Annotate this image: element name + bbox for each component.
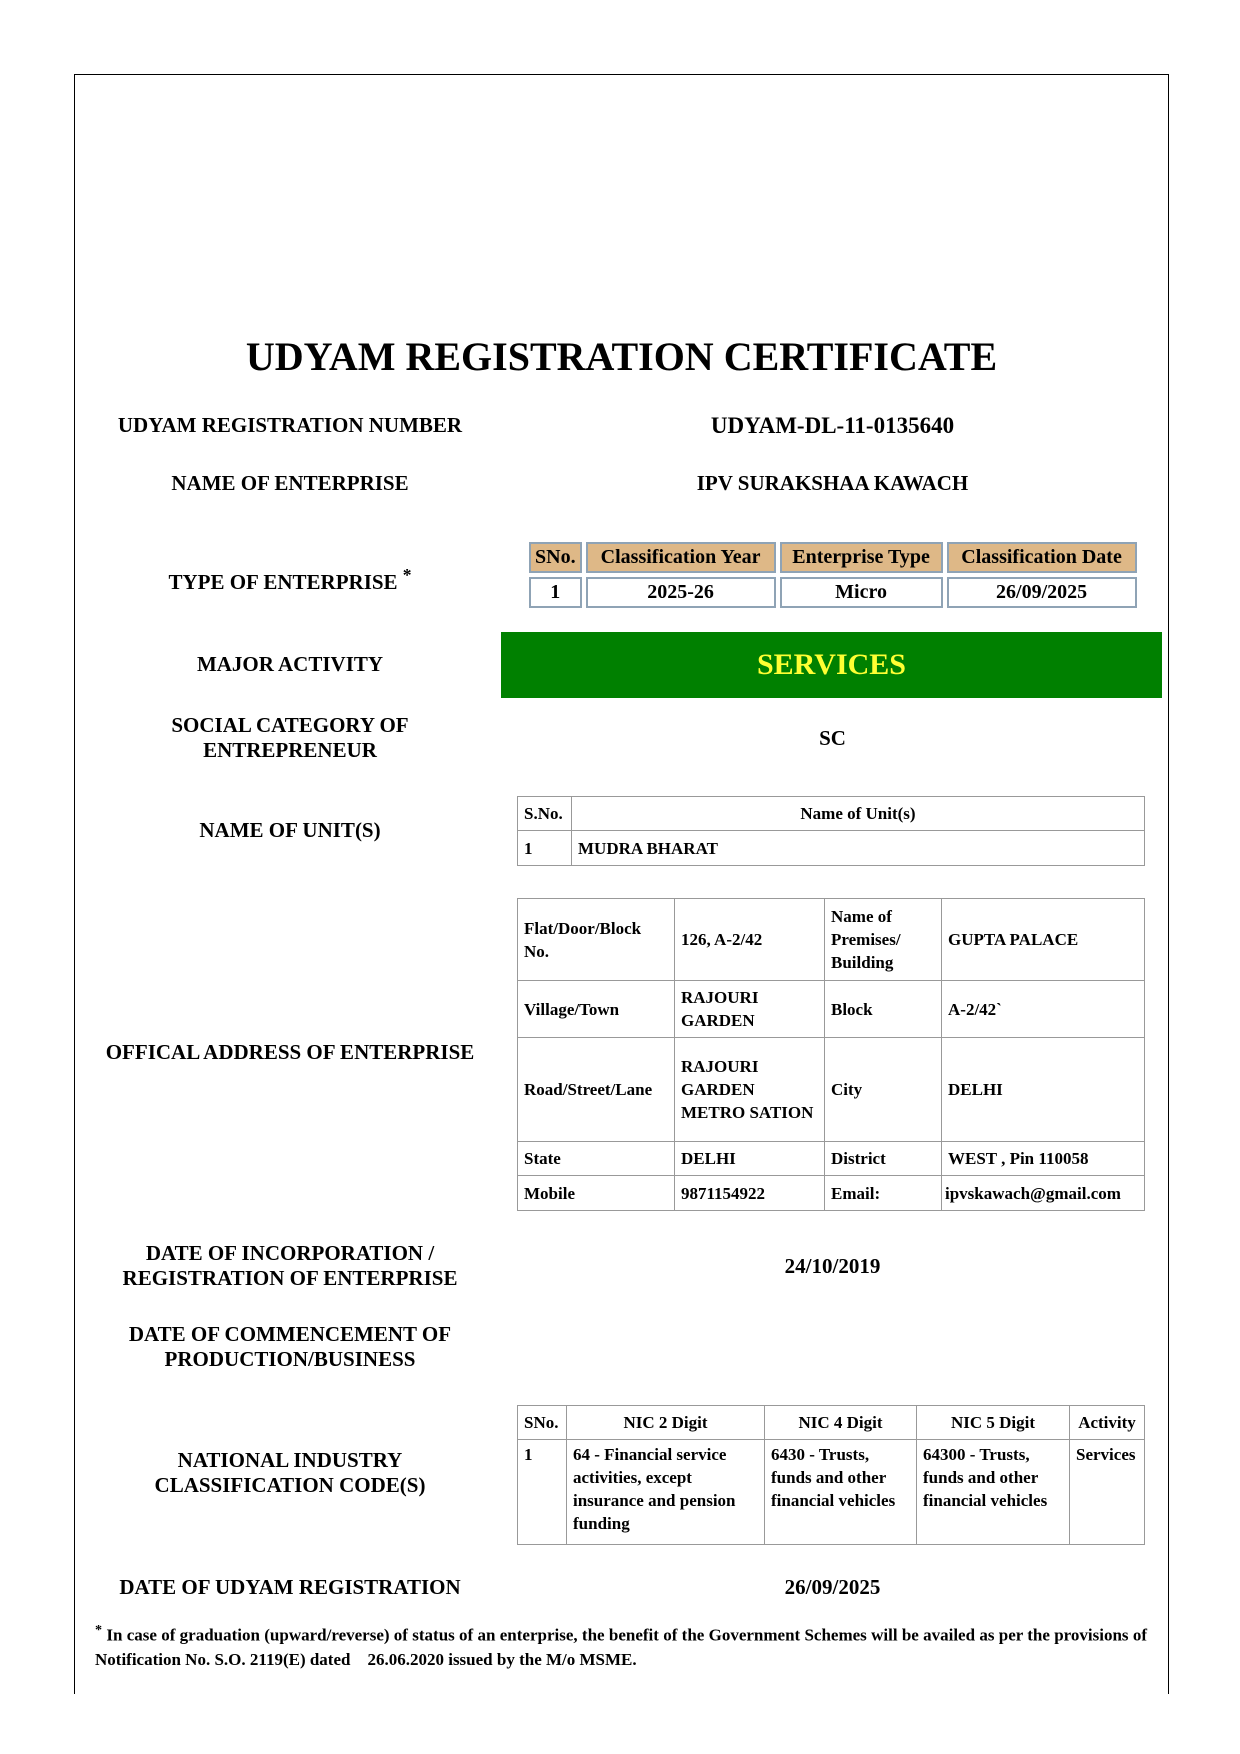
units-table: [517, 796, 1145, 866]
header-cell: NIC 2 Digit: [567, 1406, 765, 1440]
cell: WEST , Pin 110058: [942, 1142, 1145, 1176]
cell: 64 - Financial service activities, except insurance and pension funding: [567, 1440, 765, 1545]
header-cell: Name of Unit(s): [572, 797, 1145, 831]
header-cell: NIC 5 Digit: [917, 1406, 1070, 1440]
cell: Flat/Door/Block No.: [518, 899, 675, 981]
incorporation-label: DATE OF INCORPORATION / REGISTRATION OF ENTERPRISE: [122, 1241, 458, 1290]
address-table: [517, 898, 1145, 1211]
header-cell: NIC 4 Digit: [765, 1406, 917, 1440]
udyam-date-value: 26/09/2025: [784, 1575, 881, 1599]
cell: 9871154922: [675, 1176, 825, 1211]
cell: Road/Street/Lane: [518, 1038, 675, 1142]
nic-label: NATIONAL INDUSTRY CLASSIFICATION CODE(S): [154, 1448, 426, 1497]
page-title: UDYAM REGISTRATION CERTIFICATE: [245, 334, 998, 379]
udyam-date-label: DATE OF UDYAM REGISTRATION: [119, 1575, 461, 1599]
header-cell: SNo.: [518, 1406, 567, 1440]
cell: 26/09/2025: [947, 577, 1137, 608]
cell: RAJOURI GARDEN METRO SATION: [675, 1038, 825, 1142]
incorporation-value: 24/10/2019: [784, 1254, 881, 1278]
cell: Block: [825, 981, 942, 1038]
cell: 64300 - Trusts, funds and other financial vehicles: [917, 1440, 1070, 1545]
commencement-label: DATE OF COMMENCEMENT OF PRODUCTION/BUSINESS: [128, 1322, 452, 1371]
header-cell: Classification Year: [586, 542, 776, 573]
cell: GUPTA PALACE: [942, 899, 1145, 981]
cell: District: [825, 1142, 942, 1176]
cell: 1: [518, 831, 572, 866]
cell: State: [518, 1142, 675, 1176]
cell: RAJOURI GARDEN: [675, 981, 825, 1038]
cell: 6430 - Trusts, funds and other financial vehicles: [765, 1440, 917, 1545]
cell: 1: [529, 577, 582, 608]
address-label: OFFICAL ADDRESS OF ENTERPRISE: [105, 1040, 475, 1064]
enterprise-name-value: IPV SURAKSHAA KAWACH: [696, 471, 969, 495]
cell: Services: [1070, 1440, 1145, 1545]
enterprise-type-table: [525, 538, 1141, 612]
registration-number-label: UDYAM REGISTRATION NUMBER: [117, 413, 463, 437]
cell: A-2/42`: [942, 981, 1145, 1038]
cell: City: [825, 1038, 942, 1142]
enterprise-type-label: TYPE OF ENTERPRISE *: [168, 565, 412, 594]
header-cell: S.No.: [518, 797, 572, 831]
cell: Mobile: [518, 1176, 675, 1211]
cell: Name of Premises/ Building: [825, 899, 942, 981]
cell: Email:: [825, 1176, 942, 1211]
header-cell: Enterprise Type: [780, 542, 943, 573]
cell: DELHI: [675, 1142, 825, 1176]
social-category-value: SC: [819, 726, 846, 750]
cell: 1: [518, 1440, 567, 1545]
cell: 126, A-2/42: [675, 899, 825, 981]
header-cell: Classification Date: [947, 542, 1137, 573]
major-activity-banner: SERVICES: [501, 632, 1162, 698]
registration-number-value: UDYAM-DL-11-0135640: [710, 413, 955, 438]
cell: Micro: [780, 577, 943, 608]
units-label: NAME OF UNIT(S): [199, 818, 381, 842]
nic-table: [517, 1405, 1145, 1545]
cell: DELHI: [942, 1038, 1145, 1142]
social-category-label: SOCIAL CATEGORY OF ENTREPRENEUR: [171, 713, 409, 762]
cell: MUDRA BHARAT: [572, 831, 1145, 866]
header-cell: SNo.: [529, 542, 582, 573]
major-activity-label: MAJOR ACTIVITY: [196, 652, 384, 676]
enterprise-name-label: NAME OF ENTERPRISE: [171, 471, 409, 495]
cell: 2025-26: [586, 577, 776, 608]
email-value: ipvskawach@gmail.com: [942, 1176, 1145, 1211]
footnote: * In case of graduation (upward/reverse) of status of an enterprise, the benefit of the Government Schemes will be availed as per the provisions of Notification No. S.O. 2119(E) dated 26.06.2020 issued by the M/o MSME.: [95, 1622, 1152, 1669]
header-cell: Activity: [1070, 1406, 1145, 1440]
cell: Village/Town: [518, 981, 675, 1038]
